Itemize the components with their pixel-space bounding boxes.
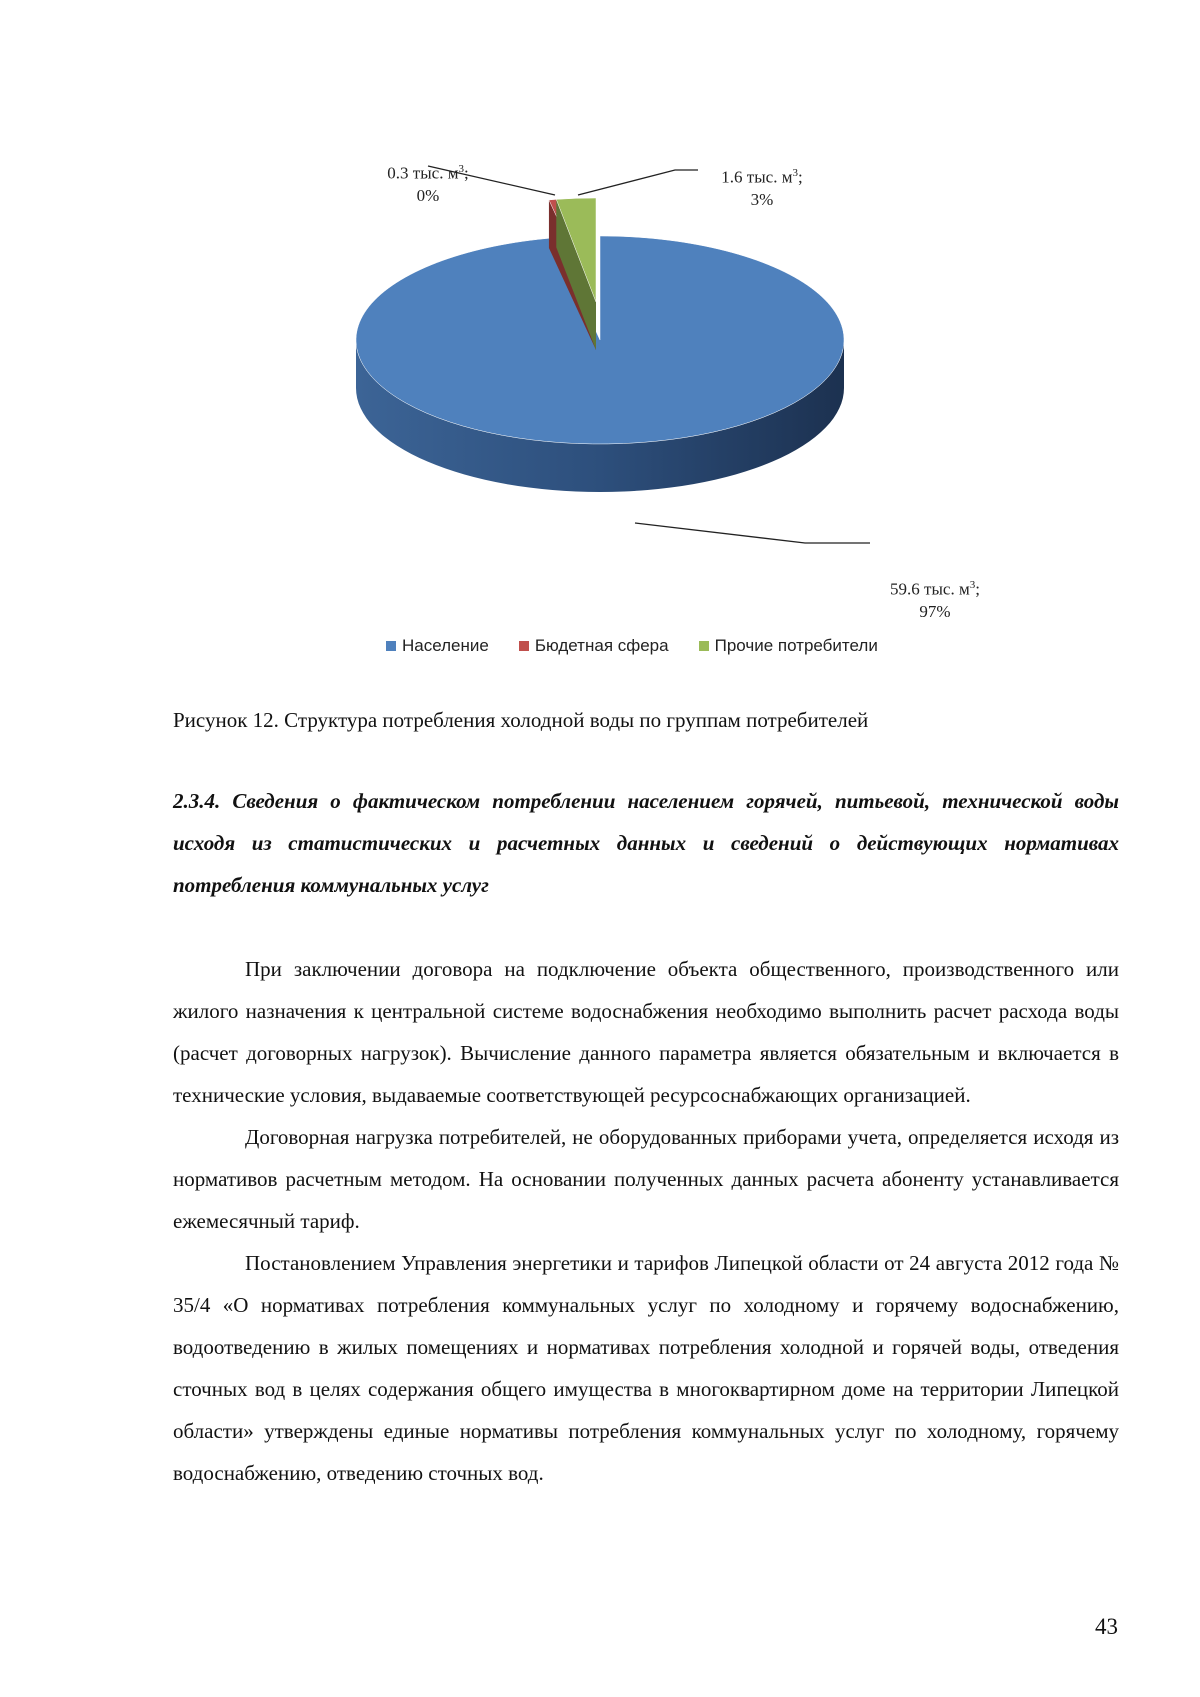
data-label-population-sup: 3 [969, 579, 976, 591]
data-label-other [692, 162, 832, 211]
section-heading: 2.3.4. Сведения о фактическом потреблении населением горячей, питьевой, технической воды исходя из статистических и расчетных данных и сведений о действующих нормативах потребления коммунальных услуг [173, 789, 1119, 897]
legend-swatch-population [386, 641, 396, 651]
data-label-population-tail: ; [975, 579, 980, 599]
data-label-other-value: 1.6 тыс. м [721, 167, 793, 187]
data-label-budget-value: 0.3 тыс. м [387, 163, 459, 183]
data-label-budget-percent: 0% [416, 185, 440, 205]
data-label-other-percent: 3% [750, 189, 774, 209]
pie-slice-population [356, 236, 844, 444]
legend-swatch-budget [519, 641, 529, 651]
figure-caption: Рисунок 12. Структура потребления холодной воды по группам потребителей [173, 708, 869, 732]
legend-label-budget: Бюдетная сфера [534, 636, 669, 655]
page-number: 43 [1095, 1614, 1118, 1639]
data-label-population-value: 59.6 тыс. м [890, 579, 970, 599]
body-text [173, 948, 1119, 1494]
data-label-population-percent: 97% [919, 601, 951, 621]
paragraph: Договорная нагрузка потребителей, не оборудованных приборами учета, определяется исходя из нормативов расчетным методом. На основании полученных данных расчета абоненту устанавливается ежемесячный тариф. [173, 1125, 1119, 1233]
data-label-other-sup: 3 [792, 167, 798, 179]
data-label-budget [358, 158, 498, 207]
data-label-budget-tail: ; [463, 163, 469, 183]
leader-line-other [578, 170, 698, 195]
paragraph: При заключении договора на подключение объекта общественного, производственного или жилого назначения к центральной системе водоснабжения необходимо выполнить расчет расхода воды (расчет договорных нагрузок). Вычисление данного параметра является обязательным и включается в технические условия, выдаваемые соответствующей ресурсоснабжающих организацией. [173, 957, 1119, 1107]
legend-label-population: Население [402, 636, 489, 655]
pie-chart [300, 140, 1020, 660]
paragraph: Постановлением Управления энергетики и тарифов Липецкой области от 24 августа 2012 года № 35/4 «О нормативах потребления коммунальных услуг по холодному и горячему водоснабжению, водоотведению в жилых помещениях и нормативах потребления холодной и горячей воды, отведения сточных вод в целях содержания общего имущества в многоквартирном доме на территории Липецкой области» утверждены единые нормативы потребления коммунальных услуг по холодному, горячему водоснабжению, отведению сточных вод. [173, 1251, 1119, 1485]
leader-line-population [635, 523, 870, 543]
legend-item-other [699, 636, 878, 656]
data-label-budget-sup: 3 [458, 163, 464, 175]
data-label-other-tail: ; [797, 167, 803, 187]
legend-label-other: Прочие потребители [714, 636, 878, 655]
legend-item-population [386, 636, 489, 656]
data-label-population [860, 574, 1010, 623]
legend-swatch-other [699, 641, 709, 651]
chart-legend [386, 636, 878, 656]
legend-item-budget [519, 636, 669, 656]
